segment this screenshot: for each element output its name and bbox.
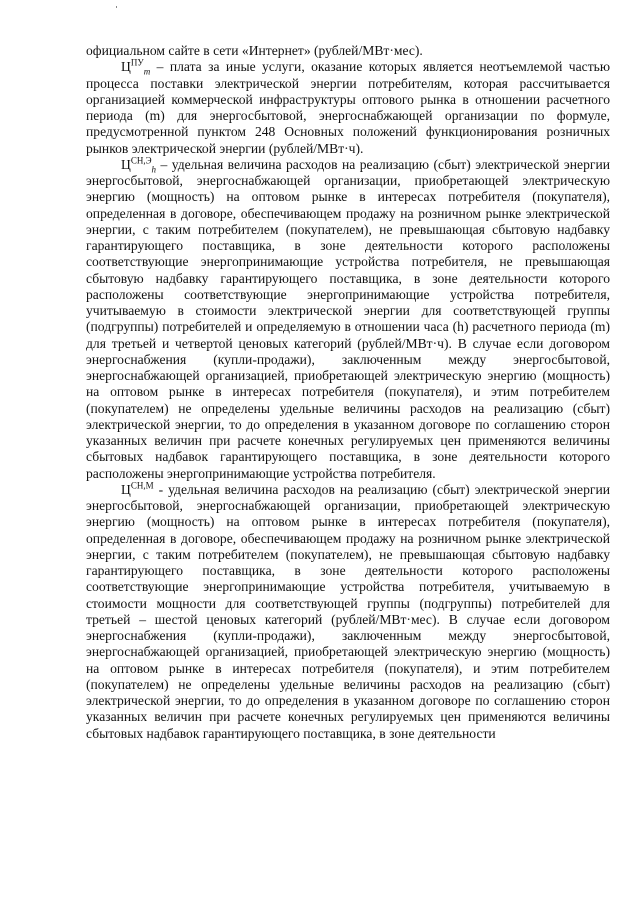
formula-symbol-sn-m: $Ц^{СН,М}$ xyxy=(121,480,154,497)
paragraph-text: – плата за иные услуги, оказание которых является неотъемлемой частью процесса поставки электрической энергии потребителям, которая рассчитывается организацией коммерческой инфраструктуры оптового рынка в отношении расчетного периода (m) для энергосбытовой, энергоснабжающей организации по формуле, предусмотренной пунктом 248 Основных положений функционирования розничных рынков электрической энергии (рублей/МВт·ч). xyxy=(86,59,610,156)
paragraph-text: официальном сайте в сети «Интернет» (рублей/МВт·мес). xyxy=(86,43,423,58)
paragraph-pu-definition xyxy=(86,59,610,157)
paragraph-intro xyxy=(86,43,610,59)
formula-symbol-sn-e: $Ц^{СН,Э}_h$ xyxy=(121,155,157,175)
paragraph-sn-e-definition xyxy=(86,157,610,482)
paragraph-text: - удельная величина расходов на реализацию (сбыт) электрической энергии энергосбытовой, энергоснабжающей организации, приобретающей электрическую энергию (мощность) на оптовом рынке в интересах потребителя (покупателя), определенная в договоре, обеспечивающем продажу на розничном рынке электрической энергии, с таким потребителем (покупателем), не превышающая сбытовую надбавку гарантирующего поставщика, в зоне деятельности которого расположены соответствующие энергопринимающие устройства потребителя, учитываемую в стоимости мощности для соответствующей группы (подгруппы) потребителей для третьей – шестой ценовых категорий (рублей/МВт·мес). В случае если договором энергоснабжения (купли-продажи), заключенным между энергосбытовой, энергоснабжающей организацией, приобретающей электрическую энергию (мощность) на оптовом рынке в интересах потребителя (покупателя), и этим потребителем (покупателем) не определены удельные величины расходов на реализацию (сбыт) электрической энергии, то до определения в указанном договоре по соглашению сторон указанных величин при расчете конечных регулируемых цен применяются величины сбытовых надбавок гарантирующего поставщика, в зоне деятельности xyxy=(86,481,610,741)
scan-mark xyxy=(116,6,117,8)
paragraph-sn-m-definition xyxy=(86,482,610,742)
paragraph-text: – удельная величина расходов на реализацию (сбыт) электрической энергии энергосбытовой, энергоснабжающей организации, приобретающей электрическую энергию (мощность) на оптовом рынке в интересах потребителя (покупателя), определенная в договоре, обеспечивающем продажу на розничном рынке электрической энергии, с таким потребителем (покупателем), не превышающая сбытовую надбавку гарантирующего поставщика, в зоне деятельности которого расположены соответствующие энергопринимающие устройства потребителя, не превышающая сбытовую надбавку гарантирующего поставщика, в зоне деятельности которого расположены соответствующие энергопринимающие устройства потребителя, учитываемую в стоимости электрической энергии для соответствующей группы (подгруппы) потребителей и определяемую в отношении часа (h) расчетного периода (m) для третьей и четвертой ценовых категорий (рублей/МВт·ч). В случае если договором энергоснабжения (купли-продажи), заключенным между энергосбытовой, энергоснабжающей организацией, приобретающей электрическую энергию (мощность) на оптовом рынке в интересах потребителя (покупателя), и этим потребителем (покупателем) не определены удельные величины расходов на реализацию (сбыт) электрической энергии, то до определения в указанном договоре по соглашению сторон указанных величин при расчете конечных регулируемых цен применяются величины сбытовых надбавок гарантирующего поставщика, в зоне деятельности которого расположены энергопринимающие устройства потребителя. xyxy=(86,156,610,481)
formula-symbol-pu: $Ц^{ПУ}_m$ xyxy=(121,57,151,77)
